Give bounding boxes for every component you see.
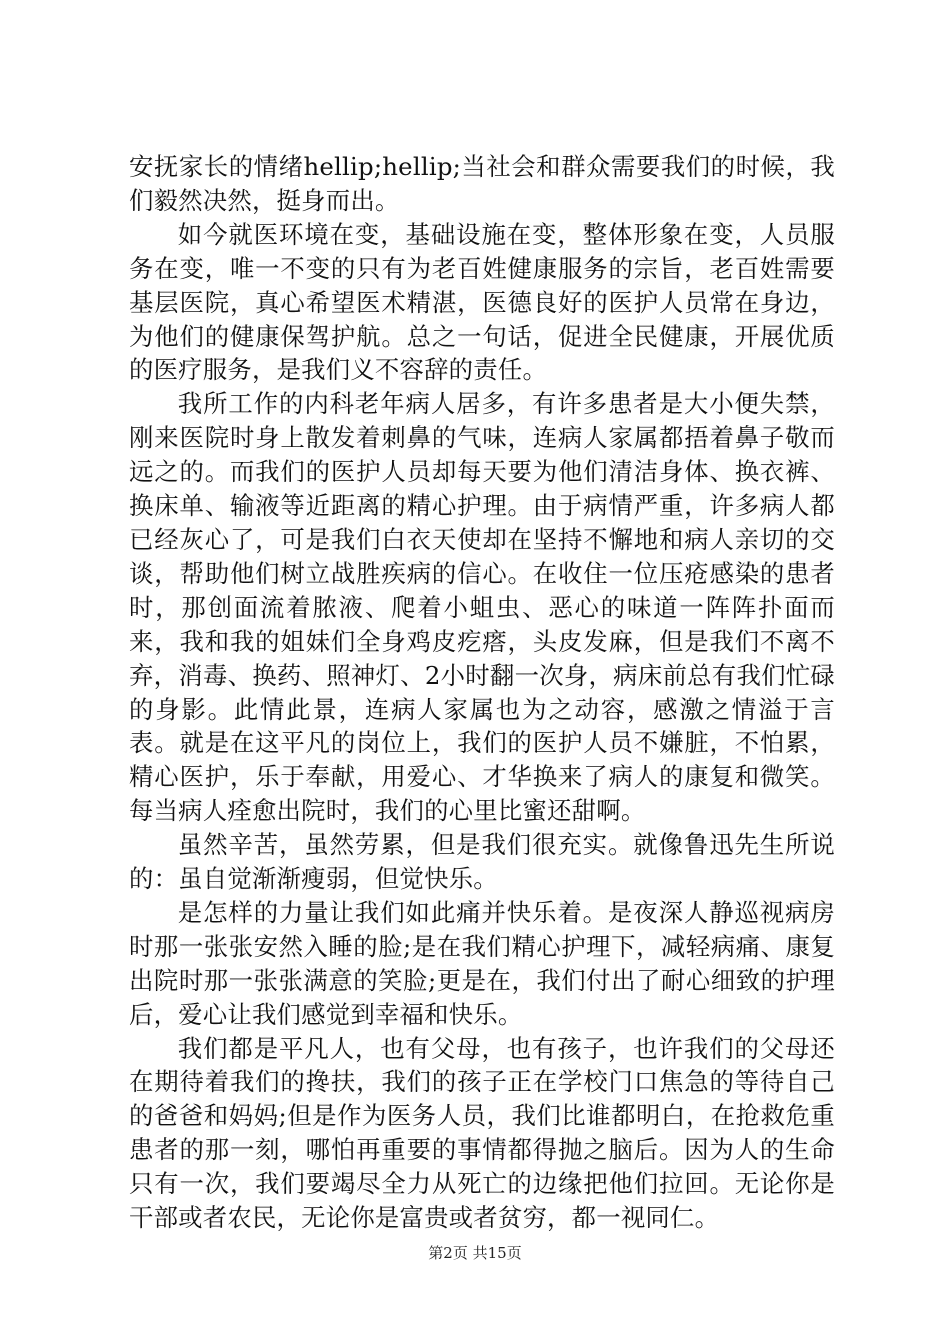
page-number-footer: 第2页 共15页 xyxy=(428,1244,522,1262)
document-body xyxy=(129,150,835,1235)
paragraph-4: 虽然辛苦，虽然劳累，但是我们很充实。就像鲁迅先生所说的：虽自觉渐渐瘦弱，但觉快乐。 xyxy=(129,830,835,894)
paragraph-1: 安抚家长的情绪hellip;hellip;当社会和群众需要我们的时候，我们毅然决然，挺身而出。 xyxy=(129,152,835,215)
paragraph-2: 如今就医环境在变，基础设施在变，整体形象在变，人员服务在变，唯一不变的只有为老百姓健康服务的宗旨，老百姓需要基层医院，真心希望医术精湛，医德良好的医护人员常在身边，为他们的健康保驾护航。总之一句话，促进全民健康，开展优质的医疗服务，是我们义不容辞的责任。 xyxy=(129,219,835,385)
paragraph-3: 我所工作的内科老年病人居多，有许多患者是大小便失禁，刚来医院时身上散发着刺鼻的气味，连病人家属都捂着鼻子敬而远之的。而我们的医护人员却每天要为他们清洁身体、换衣裤、换床单、输液等近距离的精心护理。由于病情严重，许多病人都已经灰心了，可是我们白衣天使却在坚持不懈地和病人亲切的交谈，帮助他们树立战胜疾病的信心。在收住一位压疮感染的患者时，那创面流着脓液、爬着小蛆虫、恶心的味道一阵阵扑面而来，我和我的姐妹们全身鸡皮疙瘩，头皮发麻，但是我们不离不弃，消毒、换药、照神灯、2小时翻一次身，病床前总有我们忙碌的身影。此情此景，连病人家属也为之动容，感激之情溢于言表。就是在这平凡的岗位上，我们的医护人员不嫌脏，不怕累，精心医护，乐于奉献，用爱心、才华换来了病人的康复和微笑。每当病人痊愈出院时，我们的心里比蜜还甜啊。 xyxy=(129,389,835,826)
paragraph-5: 是怎样的力量让我们如此痛并快乐着。是夜深人静巡视病房时那一张张安然入睡的脸;是在我们精心护理下，减轻病痛、康复出院时那一张张满意的笑脸;更是在，我们付出了耐心细致的护理后，爱心让我们感觉到幸福和快乐。 xyxy=(129,897,835,1029)
paragraph-6: 我们都是平凡人，也有父母，也有孩子，也许我们的父母还在期待着我们的搀扶，我们的孩子正在学校门口焦急的等待自己的爸爸和妈妈;但是作为医务人员，我们比谁都明白，在抢救危重患者的那一刻，哪怕再重要的事情都得抛之脑后。因为人的生命只有一次，我们要竭尽全力从死亡的边缘把他们拉回。无论你是干部或者农民，无论你是富贵或者贫穷，都一视同仁。 xyxy=(129,1033,835,1233)
